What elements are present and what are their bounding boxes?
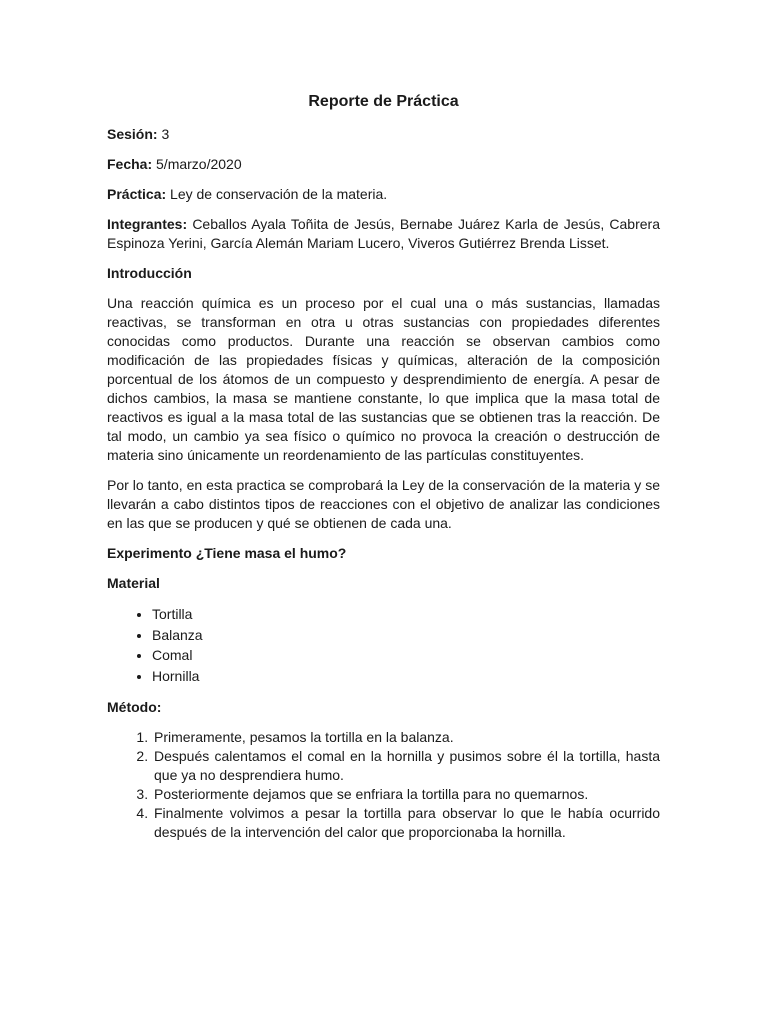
list-item: • Comal: [152, 645, 660, 666]
list-item: • Hornilla: [152, 666, 660, 687]
practice-line: [107, 185, 660, 204]
session-value: 3: [161, 126, 170, 142]
session-line: [107, 125, 660, 144]
document-title: Reporte de Práctica: [308, 93, 459, 110]
list-item: 4. Finalmente volvimos a pesar la tortilla para observar lo que le había ocurrido después de la intervención del calor que proporcionaba la hornilla.: [152, 804, 660, 842]
list-item: • Tortilla: [152, 604, 660, 625]
list-item: 1. Primeramente, pesamos la tortilla en la balanza.: [152, 728, 660, 747]
members-line: [107, 215, 660, 253]
material-heading: Material: [107, 575, 160, 591]
method-heading: Método:: [107, 699, 162, 715]
list-item: 2. Después calentamos el comal en la hornilla y pusimos sobre él la tortilla, hasta que ya no desprendiera humo.: [152, 747, 660, 785]
practice-label: Práctica:: [107, 186, 167, 202]
date-line: [107, 155, 660, 174]
session-label: Sesión:: [107, 126, 158, 142]
introduction-paragraph-1: Una reacción química es un proceso por el cual una o más sustancias, llamadas reactivas, se transforman en otra u otras sustancias con propiedades diferentes conocidas como productos. Durante una reacción se observan cambios como modificación de las propiedades físicas y químicas, alteración de la composición porcentual de los átomos de un compuesto y desprendimiento de energía. A pesar de dichos cambios, la masa se mantiene constante, lo que implica que la masa total de reactivos es igual a la masa total de las sustancias que se obtienen tras la reacción. De tal modo, un cambio ya sea físico o químico no provoca la creación o destrucción de materia sino únicamente un reordenamiento de las partículas constituyentes.: [107, 295, 660, 463]
list-item: • Balanza: [152, 625, 660, 646]
introduction-paragraph-2: Por lo tanto, en esta practica se comprobará la Ley de la conservación de la materia y se llevarán a cabo distintos tipos de reacciones con el objetivo de analizar las condiciones en las que se producen y qué se obtienen de cada una.: [107, 477, 660, 531]
material-list: [107, 604, 660, 686]
list-item: 3. Posteriormente dejamos que se enfriara la tortilla para no quemarnos.: [152, 785, 660, 804]
experiment-heading: Experimento ¿Tiene masa el humo?: [107, 545, 347, 561]
practice-value: Ley de conservación de la materia.: [170, 186, 388, 202]
members-value: Ceballos Ayala Toñita de Jesús, Bernabe Juárez Karla de Jesús, Cabrera Espinoza Yerini, García Alemán Mariam Lucero, Viveros Gutiérrez Brenda Lisset.: [107, 216, 660, 251]
document-page: [107, 92, 660, 854]
members-label: Integrantes:: [107, 216, 188, 232]
method-steps: [107, 728, 660, 842]
introduction-heading: Introducción: [107, 265, 192, 281]
date-value: 5/marzo/2020: [156, 156, 242, 172]
date-label: Fecha:: [107, 156, 153, 172]
